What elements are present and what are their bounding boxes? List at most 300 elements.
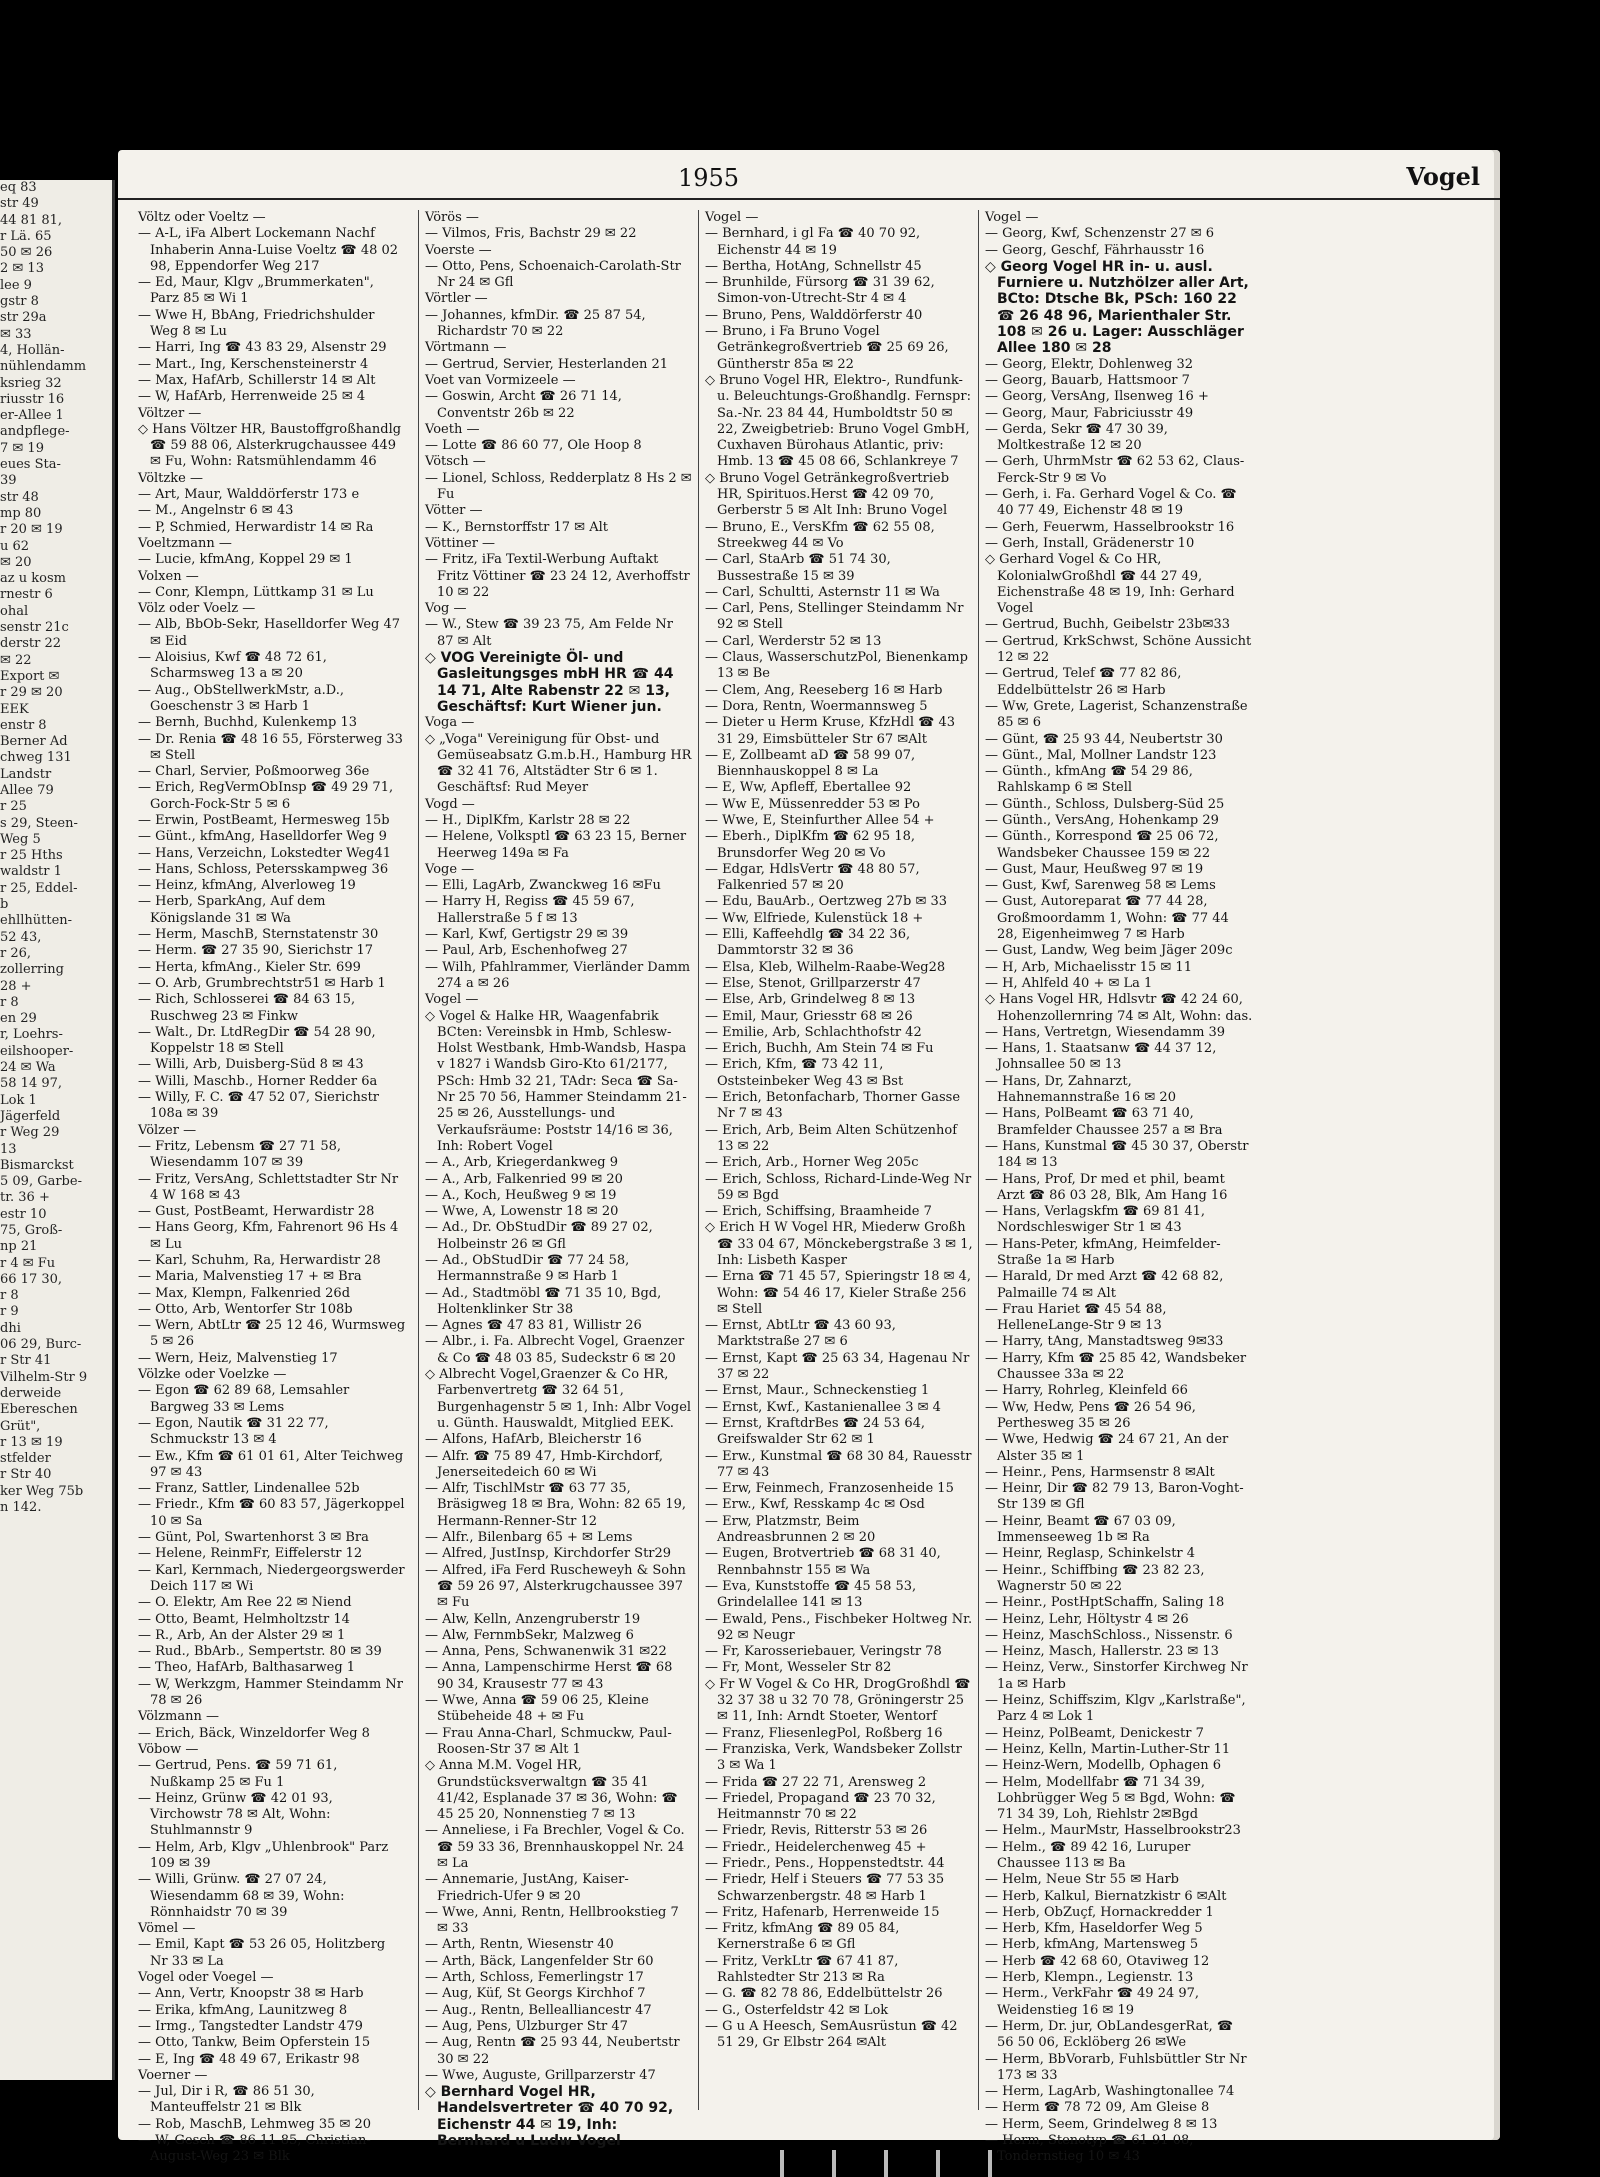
- directory-entry: — G., Osterfeldstr 42 ✉ Lok: [705, 2002, 889, 2018]
- directory-entry: — Erwin, PostBeamt, Hermesweg 15b: [138, 812, 390, 828]
- fragment-line: Berner Ad: [0, 734, 68, 750]
- directory-entry: — Wilh, Pfahlrammer, Vierländer Damm 274 a ✉ 26: [425, 959, 691, 991]
- fragment-line: Grüt",: [0, 1418, 41, 1434]
- directory-entry: Voeltzmann —: [138, 535, 232, 551]
- directory-entry: — Hans, Schloss, Petersskampweg 36: [138, 861, 389, 877]
- directory-entry: — O. Arb, Grumbrechtstr51 ✉ Harb 1: [138, 975, 386, 991]
- directory-entry: — Günth., Schloss, Dulsberg-Süd 25: [985, 796, 1225, 812]
- directory-entry: Voet van Vormizeele —: [425, 372, 576, 388]
- directory-entry: — Elli, LagArb, Zwanckweg 16 ✉Fu: [425, 878, 661, 894]
- directory-entry: — Heinr., Pens, Harmsenstr 8 ✉Alt: [985, 1464, 1215, 1480]
- fragment-line: r 25 Hths: [0, 848, 63, 864]
- directory-entry: — Helene, Volksptl ☎ 63 23 15, Berner Heerweg 149a ✉ Fa: [425, 829, 687, 861]
- directory-entry: — Karl, Schuhm, Ra, Herwardistr 28: [138, 1253, 381, 1268]
- directory-entry: — Gust, Landw, Weg beim Jäger 209c: [985, 943, 1233, 959]
- fragment-line: Ebereschen: [0, 1402, 78, 1418]
- fragment-line: 28 +: [0, 978, 32, 994]
- fragment-line: ✉ 33: [0, 326, 32, 342]
- directory-entry: — Heinz, Verw., Sinstorfer Kirchweg Nr 1a ✉ Harb: [985, 1660, 1248, 1692]
- directory-entry: — Wwe, Hedwig ☎ 24 67 21, An der Alster 35 ✉ 1: [985, 1432, 1229, 1464]
- directory-entry: — Fritz, Hafenarb, Herrenweide 15: [705, 1904, 940, 1920]
- directory-entry: — Maria, Malvenstieg 17 + ✉ Bra: [138, 1269, 362, 1285]
- directory-entry: — G. ☎ 82 78 86, Eddelbüttelstr 26: [705, 1986, 943, 2002]
- directory-entry: — Aug, Rentn ☎ 25 93 44, Neubertstr 30 ✉ 22: [425, 2035, 680, 2067]
- directory-entry: — Jul, Dir i R, ☎ 86 51 30, Manteuffelstr 21 ✉ Blk: [138, 2084, 315, 2116]
- directory-entry: — Frau Anna-Charl, Schmuckw, Paul-Roosen-Str 37 ✉ Alt 1: [425, 1725, 672, 1757]
- fragment-line: stfelder: [0, 1451, 51, 1467]
- fragment-line: Bismarckst: [0, 1157, 74, 1173]
- directory-entry: — Fr, Mont, Wesseler Str 82: [705, 1660, 892, 1676]
- directory-entry: — Fritz, Lebensm ☎ 27 71 58, Wiesendamm 107 ✉ 39: [138, 1138, 342, 1171]
- fragment-line: en 29: [0, 1011, 37, 1027]
- directory-entry: ◇ Gerhard Vogel & Co HR, KolonialwGroßhdl ☎ 44 27 49, Eichenstraße 48 ✉ 19, Inh: Gerhard Vogel: [985, 552, 1235, 617]
- directory-entry: — Franziska, Verk, Wandsbeker Zollstr 3 ✉ Wa 1: [705, 1741, 962, 1774]
- directory-entry: — Georg, VersAng, Ilsenweg 16 +: [985, 389, 1209, 405]
- directory-entry: — Wwe, A, Lowenstr 18 ✉ 20: [425, 1204, 619, 1220]
- directory-entry: — Frida ☎ 27 22 71, Arensweg 2: [705, 1774, 927, 1790]
- directory-entry: — Erich, Schiffsing, Braamheide 7: [705, 1204, 932, 1220]
- directory-entry: — Heinz, Schiffszim, Klgv „Karlstraße", Parz 4 ✉ Lok 1: [985, 1693, 1246, 1725]
- directory-entry: ◇ Bruno Vogel Getränkegroßvertrieb HR, Spirituos.Herst ☎ 42 09 70, Gerberstr 5 ✉ Alt Inh: Bruno Vogel: [705, 470, 950, 519]
- directory-entry: — Günth., Korrespond ☎ 25 06 72, Wandsbeker Chaussee 159 ✉ 22: [985, 829, 1219, 861]
- fragment-line: r Str 41: [0, 1353, 52, 1369]
- fragment-line: str 48: [0, 489, 39, 505]
- directory-entry: — Herm, LagArb, Washingtonallee 74: [985, 2084, 1235, 2100]
- directory-entry: — O. Elektr, Am Ree 22 ✉ Niend: [138, 1595, 352, 1611]
- fragment-line: eues Sta-: [0, 457, 61, 473]
- directory-entry: — Herm ☎ 78 72 09, Am Gleise 8: [985, 2100, 1210, 2116]
- directory-entry: — Willi, Grünw. ☎ 27 07 24, Wiesendamm 68 ✉ 39, Wohn: Rönnhaidstr 70 ✉ 39: [138, 1872, 345, 1920]
- directory-entry: — Erw, Platzmstr, Beim Andreasbrunnen 2 ✉ 20: [705, 1513, 876, 1546]
- directory-entry: Vöttiner —: [425, 535, 496, 551]
- fragment-line: derstr 22: [0, 636, 62, 652]
- directory-entry: — Frau Hariet ☎ 45 54 88, HelleneLange-Str 9 ✉ 13: [985, 1301, 1167, 1334]
- directory-entry: — Edgar, HdlsVertr ☎ 48 80 57, Falkenried 57 ✉ 20: [705, 861, 920, 894]
- directory-entry: — Erich, Betonfacharb, Thorner Gasse Nr 7 ✉ 43: [705, 1090, 961, 1122]
- fragment-line: ✉ 20: [0, 554, 32, 570]
- fragment-line: derweide: [0, 1385, 62, 1401]
- directory-entry: — Erich, RegVermObInsp ☎ 49 29 71, Gorch-Fock-Str 5 ✉ 6: [138, 780, 394, 812]
- directory-column-4: [978, 210, 1253, 2165]
- directory-entry: Völzke oder Voelzke —: [138, 1367, 287, 1383]
- directory-entry: — Heinz, Lehr, Höltystr 4 ✉ 26: [985, 1611, 1189, 1627]
- directory-entry: ◇ Hans Völtzer HR, Baustoffgroßhandlg ☎ 59 88 06, Alsterkrugchaussee 449 ✉ Fu, Wohn: Ratsmühlendamm 46: [138, 421, 402, 470]
- directory-entry: Volxen —: [138, 568, 199, 584]
- directory-entry: — Emilie, Arb, Schlachthofstr 42: [705, 1024, 922, 1040]
- directory-entry: — Emil, Kapt ☎ 53 26 05, Holitzberg Nr 33 ✉ La: [138, 1937, 386, 1969]
- directory-entry: — Alfred, iFa Ferd Ruscheweyh & Sohn ☎ 59 26 97, Alsterkrugchaussee 397 ✉ Fu: [425, 1562, 686, 1611]
- directory-entry: — Gerda, Sekr ☎ 47 30 39, Moltkestraße 12 ✉ 20: [985, 421, 1168, 454]
- directory-entry: — Alfr. ☎ 75 89 47, Hmb-Kirchdorf, Jenerseitedeich 60 ✉ Wi: [425, 1448, 663, 1480]
- directory-entry: Voerste —: [425, 242, 492, 258]
- directory-entry: — Helm, Neue Str 55 ✉ Harb: [985, 1872, 1179, 1888]
- directory-entry: — Karl, Kwf, Gertigstr 29 ✉ 39: [425, 927, 629, 943]
- fragment-line: 75, Groß-: [0, 1223, 63, 1238]
- directory-entry: — Vilmos, Fris, Bachstr 29 ✉ 22: [425, 226, 637, 242]
- fragment-line: senstr 21c: [0, 620, 69, 636]
- directory-entry: — Aloisius, Kwf ☎ 48 72 61, Scharmsweg 13 a ✉ 20: [138, 650, 327, 682]
- directory-entry: — Hans, 1. Staatsanw ☎ 44 37 12, Johnsallee 50 ✉ 13: [985, 1041, 1217, 1073]
- directory-entry: — Heinz, kfmAng, Alverloweg 19: [138, 878, 356, 894]
- directory-entry: — Erich, Bäck, Winzeldorfer Weg 8: [138, 1725, 370, 1741]
- directory-entry: — Fr, Karosseriebauer, Veringstr 78: [705, 1644, 942, 1660]
- fragment-line: 24 ✉ Wa: [0, 1060, 56, 1076]
- directory-entry: — Günt., kfmAng, Haselldorfer Weg 9: [138, 829, 387, 845]
- directory-entry: ◇ „Voga" Vereinigung für Obst- und Gemüseabsatz G.m.b.H., Hamburg HR ☎ 32 41 76, Altstädter Str 6 ✉ 1. Geschäftsf: Rud Meyer: [425, 731, 692, 796]
- directory-entry: — Harri, Ing ☎ 43 83 29, Alsenstr 29: [138, 340, 387, 356]
- directory-entry: — Heinr, Reglasp, Schinkelstr 4: [985, 1546, 1196, 1562]
- directory-entry: — Brunhilde, Fürsorg ☎ 31 39 62, Simon-von-Utrecht-Str 4 ✉ 4: [705, 275, 935, 307]
- directory-entry: — Gertrud, Pens. ☎ 59 71 61, Nußkamp 25 ✉ Fu 1: [138, 1758, 338, 1790]
- directory-entry: — Hans, Verzeichn, Lokstedter Weg41: [138, 845, 391, 861]
- directory-entry: — Ww E, Müssenredder 53 ✉ Po: [705, 796, 920, 812]
- directory-entry: — Friedr., Heidelerchenweg 45 +: [705, 1839, 927, 1855]
- directory-entry: — Heinr., Schiffbing ☎ 23 82 23, Wagnerstr 50 ✉ 22: [985, 1562, 1205, 1594]
- fragment-line: Vilhelm-Str 9: [0, 1369, 88, 1385]
- directory-entry: — Georg, Elektr, Dohlenweg 32: [985, 356, 1193, 372]
- directory-entry: — Herm, Stenotyp ☎ 61 91 08, Tondernstieg 10 ✉ 43: [985, 2133, 1194, 2165]
- directory-entry: — Anneliese, i Fa Brechler, Vogel & Co. ☎ 59 33 36, Brennhauskoppel Nr. 24 ✉ La: [425, 1823, 685, 1871]
- directory-entry: — Otto, Pens, Schoenaich-Carolath-Str Nr 24 ✉ Gfl: [425, 258, 681, 291]
- directory-entry: ◇ Erich H W Vogel HR, Miederw Großh ☎ 33 04 67, Mönckebergstraße 3 ✉ 1, Inh: Lisbeth Kasper: [705, 1220, 973, 1268]
- fragment-line: 50 ✉ 26: [0, 245, 53, 261]
- directory-entry: — Herb, Kfm, Haseldorfer Weg 5: [985, 1921, 1203, 1937]
- directory-entry: — Heinz, PolBeamt, Denickestr 7: [985, 1725, 1204, 1741]
- directory-entry: Vörtmann —: [425, 340, 507, 356]
- directory-entry: — Harry H, Regiss ☎ 45 59 67, Hallerstraße 5 f ✉ 13: [425, 894, 635, 926]
- directory-entry: — Gertrud, Servier, Hesterlanden 21: [425, 356, 669, 372]
- previous-page-edge: [0, 180, 115, 2080]
- directory-entry: — Harry, tAng, Manstadtsweg 9✉33: [985, 1334, 1224, 1350]
- directory-entry: — Heinr., PostHptSchaffn, Saling 18: [985, 1595, 1225, 1611]
- fragment-line: lee 9: [0, 277, 32, 293]
- directory-entry: — Ww, Grete, Lagerist, Schanzenstraße 85 ✉ 6: [985, 698, 1248, 731]
- directory-entry: — Charl, Servier, Poßmoorweg 36e: [138, 764, 370, 780]
- directory-entry: — Lionel, Schloss, Redderplatz 8 Hs 2 ✉ Fu: [425, 470, 692, 503]
- directory-entry: — Max, HafArb, Schillerstr 14 ✉ Alt: [138, 372, 376, 388]
- fragment-line: r 9: [0, 1304, 19, 1320]
- directory-entry: — H, Ahlfeld 40 + ✉ La 1: [985, 975, 1153, 991]
- directory-entry: — W, Gesch ☎ 86 11 85, Christian-August-Weg 23 ✉ Blk: [138, 2133, 371, 2165]
- directory-entry: — Günt., Mal, Mollner Landstr 123: [985, 747, 1217, 763]
- directory-entry: — Gertrud, KrkSchwst, Schöne Aussicht 12 ✉ 22: [985, 633, 1252, 666]
- directory-entry: Voge —: [425, 861, 475, 877]
- directory-entry: — Aug., ObStellwerkMstr, a.D., Goeschenstr 3 ✉ Harb 1: [138, 682, 345, 714]
- directory-entry: — Ernst, KraftdrBes ☎ 24 53 64, Greifswalder Str 62 ✉ 1: [705, 1415, 926, 1448]
- fragment-line: 4, Hollän-: [0, 342, 65, 358]
- directory-entry: Vörös —: [425, 210, 479, 225]
- directory-entry: — Rich, Schlosserei ☎ 84 63 15, Ruschweg 23 ✉ Finkw: [138, 992, 356, 1024]
- directory-entry: — Georg, Maur, Fabriciusstr 49: [985, 405, 1194, 421]
- directory-entry: — Alfr, TischlMstr ☎ 63 77 35, Bräsigweg 18 ✉ Bra, Wohn: 82 65 19, Hermann-Renner-Str 12: [425, 1481, 687, 1529]
- directory-entry: — Claus, WasserschutzPol, Bienenkamp 13 ✉ Be: [705, 650, 968, 682]
- fragment-line: EEK: [0, 701, 29, 717]
- directory-entry: — Ernst, AbtLtr ☎ 43 60 93, Marktstraße 27 ✉ 6: [705, 1318, 896, 1350]
- directory-entry: ◇ Albrecht Vogel,Graenzer & Co HR, Farbenvertretg ☎ 32 64 51, Burgenhagenstr 5 ✉ 1, Inh: Albr Vogel u. Günth. Hauswaldt, Mitglied EEK.: [425, 1367, 692, 1431]
- directory-entry: — Alfr., Bilenbarg 65 + ✉ Lems: [425, 1530, 633, 1546]
- directory-entry: — Carl, Pens, Stellinger Steindamm Nr 92 ✉ Stell: [705, 601, 964, 633]
- directory-entry: — Wwe, Anna ☎ 59 06 25, Kleine Stübeheide 48 + ✉ Fu: [425, 1693, 649, 1725]
- fragment-line: ✉ 22: [0, 652, 32, 668]
- directory-entry: Vötsch —: [425, 454, 486, 470]
- directory-entry: — Ww, Hedw, Pens ☎ 26 54 96, Pertheswеg 35 ✉ 26: [985, 1399, 1196, 1431]
- fragment-line: r Lä. 65: [0, 228, 52, 244]
- directory-entry: — Otto, Arb, Wentorfer Str 108b: [138, 1301, 353, 1317]
- fragment-line: ker Weg 75b: [0, 1483, 84, 1499]
- directory-entry: — Herb, Kalkul, Biernatzkistr 6 ✉Alt: [985, 1888, 1227, 1904]
- directory-entry: — M., Angelnstr 6 ✉ 43: [138, 503, 294, 519]
- directory-entry: — Agnes ☎ 47 83 81, Willistr 26: [425, 1318, 642, 1334]
- directory-entry: — Erich, Arb., Horner Weg 205c: [705, 1155, 919, 1171]
- directory-entry: — Bruno, E., VersKfm ☎ 62 55 08, Streekweg 44 ✉ Vo: [705, 519, 935, 551]
- fragment-line: 7 ✉ 19: [0, 440, 44, 456]
- directory-entry: — Eva, Kunststoffe ☎ 45 58 53, Grindelallee 141 ✉ 13: [705, 1578, 917, 1611]
- directory-entry: — Herm, Seem, Grindelweg 8 ✉ 13: [985, 2116, 1218, 2132]
- directory-entry: — Alw, Kelln, Anzengruberstr 19: [425, 1611, 641, 1627]
- stitch-mark: [936, 2150, 940, 2177]
- fragment-line: 58 14 97,: [0, 1076, 63, 1092]
- directory-column-2: [418, 210, 693, 2150]
- directory-entry: — Aug, Küf, St Georgs Kirchhof 7: [425, 1986, 646, 2002]
- fragment-line: r 4 ✉ Fu: [0, 1255, 56, 1271]
- directory-entry: — Günt, Pol, Swartenhorst 3 ✉ Bra: [138, 1530, 369, 1546]
- fragment-line: 13: [0, 1141, 17, 1157]
- fragment-line: 52 43,: [0, 929, 42, 945]
- fragment-line: tr. 36 +: [0, 1190, 50, 1206]
- directory-entry: — Hans Georg, Kfm, Fahrenort 96 Hs 4 ✉ Lu: [138, 1220, 399, 1252]
- directory-entry: — E, Ww, Apfleff, Ebertallee 92: [705, 780, 912, 796]
- directory-entry: — Anna, Lampenschirme Herst ☎ 68 90 34, Krausestr 77 ✉ 43: [425, 1660, 673, 1692]
- directory-entry: — Fritz, VerkLtr ☎ 67 41 87, Rahlstedter Str 213 ✉ Ra: [705, 1953, 899, 1986]
- directory-entry: — Max, Klempn, Falkenried 26d: [138, 1285, 351, 1301]
- directory-entry: — Edu, BauArb., Oertzweg 27b ✉ 33: [705, 894, 948, 910]
- directory-entry: — Eugen, Brotvertrieb ☎ 68 31 40, Rennbahnstr 155 ✉ Wa: [705, 1546, 941, 1578]
- directory-entry: — Lotte ☎ 86 60 77, Ole Hoop 8: [425, 438, 642, 454]
- directory-entry: — Herm. ☎ 27 35 90, Sierichstr 17: [138, 943, 374, 959]
- directory-entry: — Ewald, Pens., Fischbeker Holtweg Nr. 92 ✉ Neugr: [705, 1611, 973, 1643]
- directory-entry: — Hans-Peter, kfmAng, Heimfelder-Straße 1a ✉ Harb: [985, 1236, 1221, 1268]
- running-head: Vogel: [1406, 162, 1480, 191]
- directory-entry: — Ww, Elfriede, Kulenstück 18 +: [705, 910, 924, 926]
- directory-entry: Voga —: [425, 715, 475, 731]
- directory-entry: — Irmg., Tangstedter Landstr 479: [138, 2018, 363, 2034]
- directory-entry: Völtzke —: [138, 470, 203, 486]
- directory-entry: — K., Bernstorffstr 17 ✉ Alt: [425, 519, 608, 535]
- directory-entry: — Helene, ReinmFr, Eiffelerstr 12: [138, 1546, 363, 1562]
- directory-entry: ◇ Bernhard Vogel HR, Handelsvertreter ☎ 40 70 92, Eichenstr 44 ✉ 19, Inh: Bernhard u Ludw Vogel: [425, 2084, 674, 2150]
- directory-entry: Vogel oder Voegel —: [138, 1970, 274, 1986]
- directory-entry: — Rud., BbArb., Sempertstr. 80 ✉ 39: [138, 1644, 382, 1660]
- directory-entry: ◇ Fr W Vogel & Co HR, DrogGroßhdl ☎ 32 37 38 u 32 70 78, Gröningerstr 25 ✉ 11, Inh: Arndt Stoeter, Wentorf: [705, 1676, 971, 1725]
- directory-entry: — G u A Heesch, SemAusrüstun ☎ 42 51 29, Gr Elbstr 264 ✉Alt: [705, 2018, 958, 2051]
- fragment-line: gstr 8: [0, 294, 39, 310]
- directory-entry: — Erich, Buchh, Am Stein 74 ✉ Fu: [705, 1041, 934, 1057]
- directory-entry: — Georg, Bauarb, Hattsmoor 7: [985, 372, 1190, 388]
- directory-entry: — Gerh, Feuerwm, Hasselbrookstr 16: [985, 519, 1235, 535]
- directory-entry: — Conr, Klempn, Lüttkamp 31 ✉ Lu: [138, 584, 374, 600]
- directory-entry: — Hans, Vertretgn, Wiesendamm 39: [985, 1024, 1226, 1040]
- fragment-line: Jägerfeld: [0, 1108, 61, 1124]
- directory-entry: — Carl, Schultti, Asternstr 11 ✉ Wa: [705, 584, 940, 600]
- directory-entry: — Anna, Pens, Schwanenwik 31 ✉22: [425, 1644, 667, 1660]
- directory-entry: — Albr., i. Fa. Albrecht Vogel, Graenzer & Co ☎ 48 03 85, Sudeckstr 6 ✉ 20: [425, 1334, 685, 1366]
- binding-stitches: [780, 2150, 1080, 2177]
- directory-entry: — Gerh, Install, Grädenerstr 10: [985, 535, 1195, 551]
- directory-entry: — Gust, Kwf, Sarenweg 58 ✉ Lems: [985, 878, 1216, 894]
- directory-page: [118, 150, 1500, 2165]
- directory-entry: — Günt, ☎ 25 93 44, Neubertstr 30: [985, 731, 1223, 747]
- fragment-line: eq 83: [0, 180, 37, 195]
- directory-entry: Völz oder Voelz —: [138, 601, 256, 617]
- directory-entry: — E, Zollbeamt aD ☎ 58 99 07, Biennhauskoppel 8 ✉ La: [705, 747, 916, 780]
- directory-entry: — Ed, Maur, Klgv „Brummerkaten", Parz 85 ✉ Wi 1: [138, 275, 374, 307]
- directory-entry: — Gust, Maur, Heußweg 97 ✉ 19: [985, 861, 1204, 877]
- directory-entry: — Johannes, kfmDir. ☎ 25 87 54, Richardstr 70 ✉ 22: [425, 307, 646, 340]
- directory-entry: — Erich, Kfm, ☎ 73 42 11, Oststeinbeker Weg 43 ✉ Bst: [705, 1057, 904, 1089]
- fragment-line: chweg 131: [0, 750, 72, 766]
- fragment-line: r 25, Eddel-: [0, 880, 78, 896]
- stitch-mark: [988, 2150, 992, 2177]
- directory-entry: — Fritz, iFa Textil-Werbung Auftakt Fritz Vöttiner ☎ 23 24 12, Averhoffstr 10 ✉ 22: [425, 552, 690, 600]
- fragment-line: str 29a: [0, 310, 47, 326]
- directory-entry: — A., Koch, Heußweg 9 ✉ 19: [425, 1187, 617, 1203]
- directory-entry: — Herb, ObZuçf, Hornackredder 1: [985, 1904, 1214, 1920]
- directory-entry: — Hans, Dr, Zahnarzt, Hahnemannstraße 16 ✉ 20: [985, 1073, 1176, 1106]
- directory-entry: — Friedr., Kfm ☎ 60 83 57, Jägerkoppel 10 ✉ Sa: [138, 1497, 405, 1529]
- directory-entry: — E, Ing ☎ 48 49 67, Erikastr 98: [138, 2051, 360, 2067]
- directory-entry: — Herb, Klempn., Legienstr. 13: [985, 1970, 1194, 1986]
- directory-entry: — R., Arb, An der Alster 29 ✉ 1: [138, 1627, 346, 1643]
- fragment-line: mp 80: [0, 505, 42, 521]
- directory-entry: — Art, Maur, Walddörferstr 173 e: [138, 487, 360, 503]
- directory-entry: — Ad., Stadtmöbl ☎ 71 35 10, Bgd, Holtenklinker Str 38: [425, 1285, 662, 1317]
- directory-entry: — Rob, MaschB, Lehmweg 35 ✉ 20: [138, 2116, 372, 2132]
- directory-entry: — Friedr, Revis, Ritterstr 53 ✉ 26: [705, 1823, 928, 1839]
- directory-entry: — Heinr, Dir ☎ 82 79 13, Baron-Voght-Str 139 ✉ Gfl: [985, 1481, 1244, 1513]
- directory-entry: — Wwe H, BbAng, Friedrichshulder Weg 8 ✉ Lu: [138, 307, 375, 340]
- fragment-line: riusstr 16: [0, 391, 65, 407]
- directory-entry: Vogel —: [705, 210, 759, 225]
- fragment-line: enstr 8: [0, 717, 47, 733]
- directory-entry: — Günth., kfmAng ☎ 54 29 86, Rahlskamp 6 ✉ Stell: [985, 764, 1193, 796]
- directory-column-3: [698, 210, 973, 2110]
- directory-entry: — Annemarie, JustAng, Kaiser-Friedrich-Ufer 9 ✉ 20: [425, 1872, 629, 1904]
- directory-entry: Vogd —: [425, 796, 475, 812]
- directory-entry: — Gertrud, Telef ☎ 77 82 86, Eddelbüttelstr 26 ✉ Harb: [985, 666, 1182, 698]
- directory-entry: — Alfons, HafArb, Bleicherstr 16: [425, 1432, 642, 1448]
- fragment-line: r 29 ✉ 20: [0, 685, 63, 701]
- stitch-mark: [884, 2150, 888, 2177]
- directory-entry: — Franz, FliesenlegPol, Roßberg 16: [705, 1725, 943, 1741]
- directory-entry: — Wwe, E, Steinfurther Allee 54 +: [705, 812, 935, 828]
- directory-entry: — Egon, Nautik ☎ 31 22 77, Schmuckstr 13 ✉ 4: [138, 1415, 329, 1448]
- directory-entry: — Erich, Arb, Beim Alten Schützenhof 13 ✉ 22: [705, 1122, 958, 1154]
- directory-entry: — Erich, Schloss, Richard-Linde-Weg Nr 59 ✉ Bgd: [705, 1171, 972, 1203]
- directory-entry: — Alw, FernmbSekr, Malzweg 6: [425, 1627, 634, 1643]
- directory-entry: — Heinz, MaschSchloss., Nissenstr. 6: [985, 1627, 1233, 1643]
- directory-entry: — Herm., VerkFahr ☎ 49 24 97, Weidenstieg 16 ✉ 19: [985, 1986, 1200, 2018]
- directory-entry: Vömel —: [138, 1921, 196, 1937]
- fragment-line: r Weg 29: [0, 1125, 60, 1141]
- directory-entry: ◇ Georg Vogel HR in- u. ausl. Furniere u. Nutzhölzer aller Art, BCto: Dtsche Bk, PSch: 160 22 ☎ 26 48 96, Marienthaler Str. 108 ✉ 26 u. Lager: Ausschläger Allee 180 ✉ 28: [985, 258, 1249, 357]
- directory-entry: — Bertha, HotAng, Schnellstr 45: [705, 258, 922, 274]
- fragment-line: 66 17 30,: [0, 1271, 63, 1287]
- directory-entry: ◇ VOG Vereinigte Öl- und Gasleitungsges mbH HR ☎ 44 14 71, Alte Rabenstr 22 ✉ 13, Geschäftsf: Kurt Wiener jun.: [425, 650, 674, 715]
- directory-entry: ◇ Anna M.M. Vogel HR, Grundstücksverwaltgn ☎ 35 41 41/42, Esplanade 37 ✉ 36, Wohn: ☎ 45 25 20, Nonnenstieg 7 ✉ 13: [425, 1758, 678, 1823]
- directory-entry: — Clem, Ang, Reeseberg 16 ✉ Harb: [705, 682, 943, 698]
- directory-entry: — W., Stew ☎ 39 23 75, Am Felde Nr 87 ✉ Alt: [425, 617, 673, 649]
- directory-column-1: [138, 210, 406, 2165]
- directory-entry: — Egon ☎ 62 89 68, Lemsahler Bargweg 33 ✉ Lems: [138, 1383, 350, 1415]
- directory-entry: — Dr. Renia ☎ 48 16 55, Försterweg 33 ✉ Stell: [138, 731, 403, 763]
- directory-entry: — A., Arb, Falkenried 99 ✉ 20: [425, 1171, 623, 1187]
- directory-entry: Voeth —: [425, 421, 480, 437]
- directory-entry: — Bruno, Pens, Walddörferstr 40: [705, 307, 923, 323]
- directory-entry: — Helm, Modellfabr ☎ 71 34 39, Lohbrügger Weg 5 ✉ Bgd, Wohn: ☎ 71 34 39, Loh, Riehlstr 2✉Bgd: [985, 1774, 1236, 1823]
- page-number: 1955: [678, 164, 740, 192]
- directory-entry: — Harry, Kfm ☎ 25 85 42, Wandsbeker Chaussee 33a ✉ 22: [985, 1350, 1247, 1383]
- fragment-line: Landstr: [0, 766, 52, 782]
- directory-entry: — Willy, F. C. ☎ 47 52 07, Sierichstr 108a ✉ 39: [138, 1090, 380, 1122]
- fragment-line: r 20 ✉ 19: [0, 522, 63, 538]
- directory-entry: — Arth, Rentn, Wiesenstr 40: [425, 1937, 614, 1953]
- directory-entry: — Else, Stenot, Grillparzerstr 47: [705, 975, 921, 991]
- fragment-line: Allee 79: [0, 782, 54, 798]
- directory-entry: — Günth., VersAng, Hohenkamp 29: [985, 812, 1219, 828]
- directory-entry: — Herb, SparkAng, Auf dem Königslande 31 ✉ Wa: [138, 894, 326, 926]
- fragment-line: b: [0, 897, 9, 913]
- directory-entry: — Hans, Kunstmal ☎ 45 30 37, Oberstr 184 ✉ 13: [985, 1138, 1249, 1171]
- fragment-line: eilshooper-: [0, 1043, 74, 1059]
- fragment-line: 5 09, Garbe-: [0, 1174, 82, 1190]
- directory-entry: — Emil, Maur, Griesstr 68 ✉ 26: [705, 1008, 913, 1024]
- directory-entry: Vogel —: [425, 992, 479, 1008]
- directory-entry: — Heinz, Masch, Hallerstr. 23 ✉ 13: [985, 1644, 1219, 1660]
- directory-entry: — Wwe, Anni, Rentn, Hellbrookstieg 7 ✉ 33: [425, 1904, 679, 1937]
- directory-entry: — Arth, Bäck, Langenfelder Str 60: [425, 1953, 654, 1969]
- directory-entry: — Heinz, Kelln, Martin-Luther-Str 11: [985, 1741, 1231, 1757]
- directory-entry: — Dora, Rentn, Woermannsweg 5: [705, 698, 928, 714]
- fragment-line: ohal: [0, 603, 29, 619]
- directory-entry: — Ann, Vertr, Knoopstr 38 ✉ Harb: [138, 1986, 364, 2002]
- fragment-line: n 142.: [0, 1500, 42, 1516]
- stitch-mark: [780, 2150, 784, 2177]
- directory-entry: — Willi, Arb, Duisberg-Süd 8 ✉ 43: [138, 1057, 364, 1073]
- directory-entry: — Herm, BbVorarb, Fuhlsbüttler Str Nr 173 ✉ 33: [985, 2051, 1247, 2083]
- directory-entry: — Gerh, UhrmMstr ☎ 62 53 62, Claus-Ferck-Str 9 ✉ Vo: [985, 454, 1245, 486]
- directory-entry: — Willi, Maschb., Horner Redder 6a: [138, 1073, 378, 1089]
- directory-entry: — Helm., ☎ 89 42 16, Luruper Chaussee 113 ✉ Ba: [985, 1839, 1191, 1871]
- directory-entry: — Paul, Arb, Eschenhofweg 27: [425, 943, 628, 959]
- directory-entry: — Alfred, JustInsp, Kirchdorfer Str29: [425, 1546, 672, 1562]
- directory-entry: — Otto, Tankw, Beim Opferstein 15: [138, 2035, 371, 2051]
- directory-entry: Völtzer —: [138, 405, 202, 421]
- fragment-line: nühlendamm: [0, 359, 87, 375]
- directory-entry: — Fritz, VersAng, Schlettstadter Str Nr 4 W 168 ✉ 43: [138, 1171, 399, 1203]
- directory-entry: — Gertrud, Buchh, Geibelstr 23b✉33: [985, 617, 1230, 633]
- directory-entry: — Gust, PostBeamt, Herwardistr 28: [138, 1204, 375, 1220]
- directory-entry: — Ad., Dr. ObStudDir ☎ 89 27 02, Holbeinstr 26 ✉ Gfl: [425, 1220, 653, 1252]
- fragment-line: r 26,: [0, 945, 32, 961]
- directory-entry: — Mart., Ing, Kerschensteinerstr 4: [138, 356, 369, 372]
- directory-entry: — Ad., ObStudDir ☎ 77 24 58, Hermannstraße 9 ✉ Harb 1: [425, 1253, 630, 1285]
- directory-entry: Vogel —: [985, 210, 1039, 225]
- fragment-line: r, Loehrs-: [0, 1027, 63, 1043]
- fragment-line: u 62: [0, 538, 30, 554]
- directory-entry: — Harry, Rohrleg, Kleinfeld 66: [985, 1383, 1188, 1399]
- directory-entry: — Herm, MaschB, Sternstatenstr 30: [138, 927, 379, 943]
- directory-entry: — Gust, Autoreparat ☎ 77 44 28, Großmoordamm 1, Wohn: ☎ 77 44 28, Eigenheimweg 7 ✉ Harb: [985, 894, 1229, 943]
